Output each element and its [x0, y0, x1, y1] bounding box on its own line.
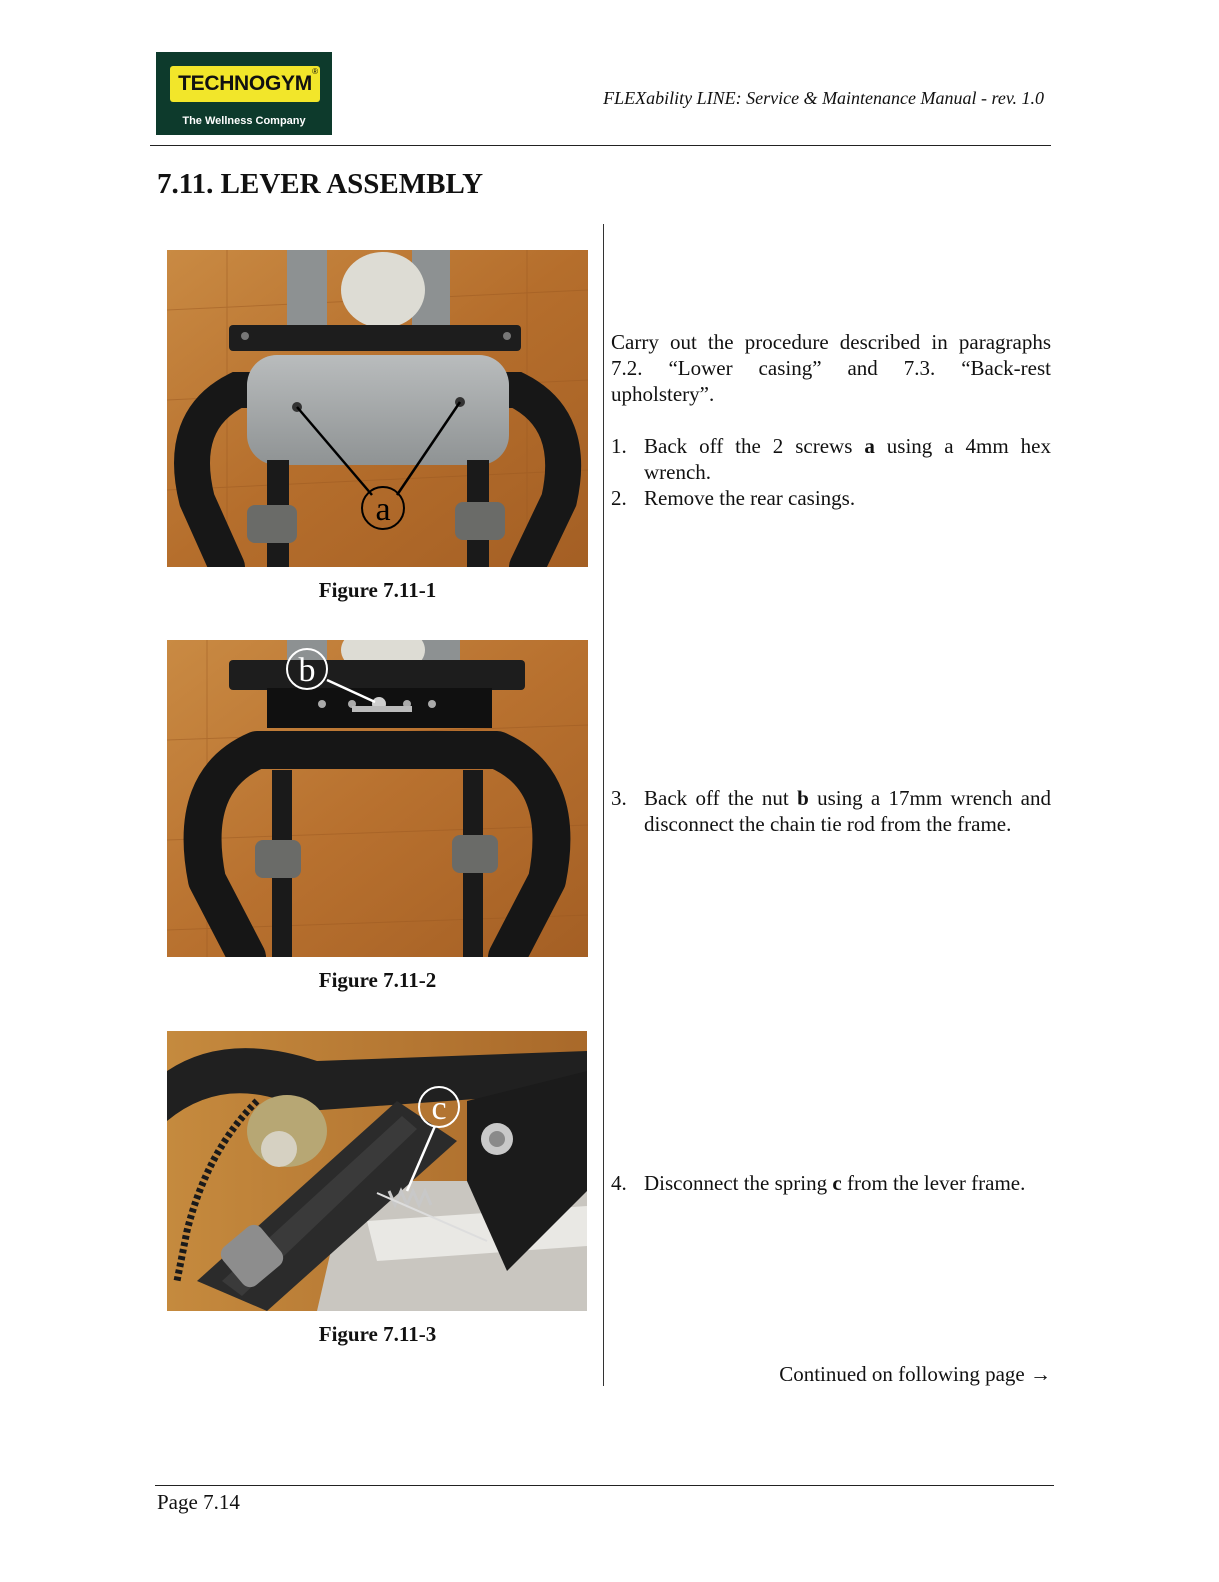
step-text: from the lever frame. — [841, 1171, 1026, 1195]
steps-list-2 — [611, 785, 1051, 837]
step-number: 2. — [611, 486, 627, 510]
footer-rule — [155, 1485, 1054, 1486]
logo-brand-text: TECHNOGYM — [178, 72, 312, 95]
step-key-letter: a — [864, 434, 875, 458]
continued-note: Continued on following page → — [779, 1362, 1051, 1386]
step-number: 1. — [611, 434, 627, 458]
figure-7-11-1-photo — [167, 250, 588, 567]
step-text: Back off the 2 screws — [644, 434, 865, 458]
figure-7-11-1-caption: Figure 7.11-1 — [318, 578, 437, 602]
steps-list-3 — [611, 1170, 1051, 1196]
callout-c-label: c — [431, 1090, 447, 1127]
figure-7-11-2-caption: Figure 7.11-2 — [318, 968, 437, 992]
step-item — [611, 485, 1051, 511]
technogym-logo — [156, 52, 332, 135]
document-title: FLEXability LINE: Service & Maintenance Manual - rev. 1.0 — [603, 88, 1044, 108]
page-number: Page 7.14 — [157, 1490, 240, 1514]
step-key-letter: b — [797, 786, 809, 810]
lever-casing-illustration — [167, 250, 588, 567]
figure-7-11-2-photo — [167, 640, 588, 957]
lever-spring-illustration — [167, 1031, 587, 1311]
intro-paragraph: Carry out the procedure described in paragraphs 7.2. “Lower casing” and 7.3. “Back-rest upholstery”. — [611, 330, 1051, 406]
logo-badge — [170, 66, 320, 102]
step-item — [611, 1170, 1051, 1196]
column-divider — [603, 224, 604, 1386]
step-number: 3. — [611, 786, 627, 810]
step-text: Back off the nut — [644, 786, 798, 810]
step-key-letter: c — [832, 1171, 842, 1195]
step-item — [611, 433, 1051, 485]
step-text: using a 4mm hex wrench. — [644, 434, 1051, 484]
step-item — [611, 785, 1051, 837]
figure-7-11-3-photo — [167, 1031, 587, 1311]
step-text: Remove the rear casings. — [644, 486, 856, 510]
header-rule — [150, 145, 1051, 146]
callout-b-label: b — [298, 652, 316, 689]
lever-nut-illustration — [167, 640, 588, 957]
steps-list-1 — [611, 433, 1051, 511]
callout-a-label: a — [375, 491, 391, 528]
section-title: 7.11. LEVER ASSEMBLY — [157, 168, 484, 200]
logo-registered-mark: ® — [312, 67, 318, 76]
step-number: 4. — [611, 1171, 627, 1195]
logo-tagline: The Wellness Company — [182, 115, 306, 127]
figure-7-11-3-caption: Figure 7.11-3 — [318, 1322, 437, 1346]
step-text: Disconnect the spring — [644, 1171, 833, 1195]
step-text: using a 17mm wrench and disconnect the chain tie rod from the frame. — [644, 786, 1051, 836]
